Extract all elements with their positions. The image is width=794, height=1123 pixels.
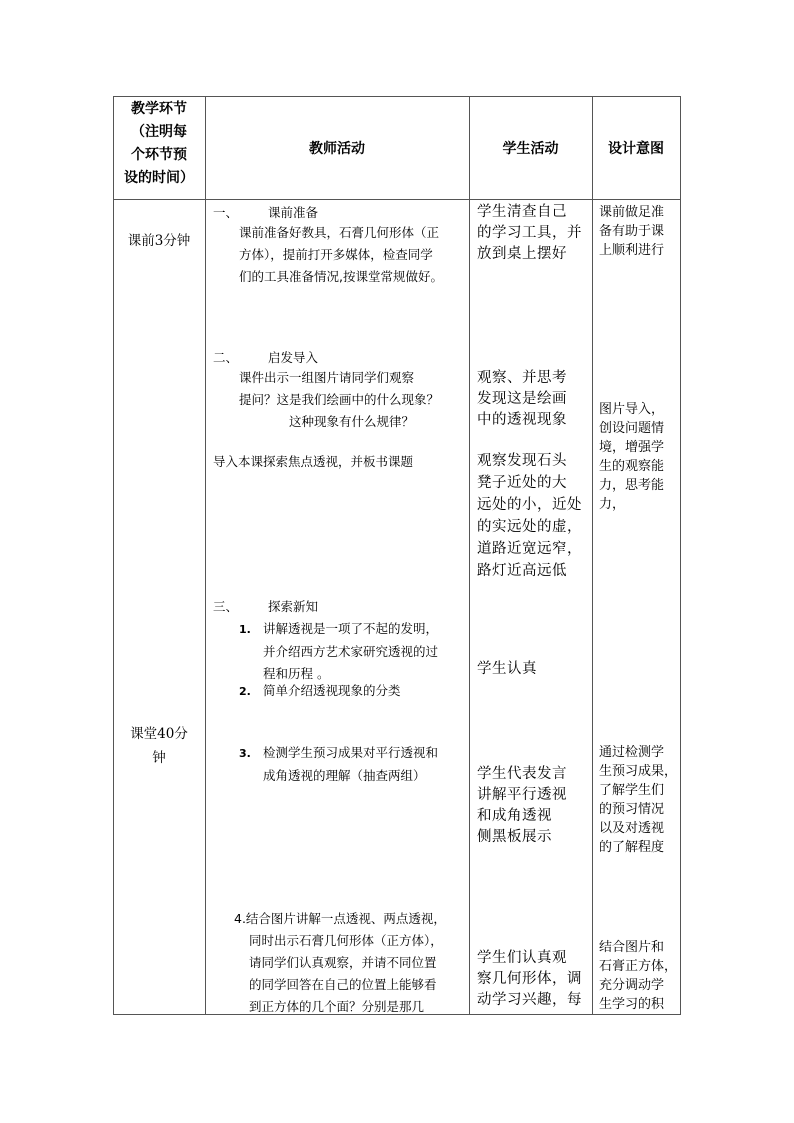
header-teacher-activity: 教师活动 xyxy=(309,141,365,157)
header-stage-text: 个环节预 xyxy=(131,147,187,163)
section-2-heading xyxy=(213,347,318,369)
student-text-line: 观察、并思考 xyxy=(477,370,567,386)
section-2-intro: 导入本课探索焦点透视，并板书课题 xyxy=(213,454,414,469)
design-intent-1 xyxy=(599,203,664,260)
student-activity-2 xyxy=(477,368,567,431)
student-text-line: 放到桌上摆好 xyxy=(477,246,567,262)
design-text-line: 结合图片和 xyxy=(599,940,665,955)
student-activity-5 xyxy=(477,764,567,848)
student-text-line: 察几何形体，调 xyxy=(477,971,582,987)
section-1-heading xyxy=(213,202,318,224)
section-marker: 三、 xyxy=(213,599,239,614)
design-intent-3 xyxy=(599,743,677,857)
design-intent-2 xyxy=(599,400,664,514)
design-text-line: 上顺利进行 xyxy=(599,243,665,258)
section-1-body xyxy=(239,222,443,288)
design-text-line: 备有助于课 xyxy=(599,224,665,239)
section-marker: 二、 xyxy=(213,350,239,365)
student-text-line: 侧黑板展示 xyxy=(477,829,552,845)
section-title: 探索新知 xyxy=(268,599,319,614)
student-text-line: 观察发现石头 xyxy=(477,453,567,469)
teacher-text-line: 课件出示一组图片请同学们观察 xyxy=(239,370,415,385)
column-divider xyxy=(205,96,206,1015)
list-item-1 xyxy=(239,618,438,685)
list-number: 3. xyxy=(239,747,251,760)
list-item-2 xyxy=(239,680,401,703)
section-marker: 一、 xyxy=(213,205,239,220)
teacher-text-line: 课前准备好教具，石膏几何形体（正 xyxy=(239,225,440,240)
header-stage-text: 教学环节 xyxy=(131,101,187,117)
design-text-line: 充分调动学 xyxy=(599,978,665,993)
teacher-text-line: 成角透视的理解（抽查两组） xyxy=(263,768,426,783)
design-text-line: 通过检测学 xyxy=(599,745,665,760)
student-text-line: 和成角透视 xyxy=(477,808,552,824)
design-text-line: 的预习情况 xyxy=(599,802,665,817)
header-stage-text: 设的时间） xyxy=(124,170,194,186)
column-divider xyxy=(469,96,470,1015)
teacher-text-line: 检测学生预习成果对平行透视和 xyxy=(263,745,439,760)
list-item-3 xyxy=(239,742,438,787)
design-text-line: 创设问题情 xyxy=(599,421,665,436)
time-in-class xyxy=(113,722,205,770)
student-text-line: 凳子近处的大 xyxy=(477,475,567,491)
teacher-text-line: 同时出示石膏几何形体（正方体）， xyxy=(249,933,443,948)
student-text-line: 学生清查自己 xyxy=(477,204,567,220)
design-text-line: 力，思考能 xyxy=(599,478,665,493)
teacher-text-line: 简单介绍透视现象的分类 xyxy=(263,683,401,698)
design-text-line: 以及对透视 xyxy=(599,821,665,836)
header-student-activity: 学生活动 xyxy=(502,141,559,157)
table-border-right xyxy=(680,96,681,1015)
teacher-text-line: 程和历程 。 xyxy=(263,666,330,681)
time-in-class-text: 课堂40分 xyxy=(130,726,188,742)
design-text-line: 的了解程度 xyxy=(599,840,665,855)
teacher-text-line: 讲解透视是一项了不起的发明， xyxy=(263,621,439,636)
student-text-line: 发现这是绘画 xyxy=(477,391,567,407)
time-pre-class: 课前3分钟 xyxy=(127,233,191,249)
teacher-text-line: 这种现象有什么规律？ xyxy=(289,414,415,429)
table-border-top xyxy=(113,96,681,97)
section-title: 课前准备 xyxy=(268,205,319,220)
design-text-line: 石膏正方体， xyxy=(599,959,678,974)
student-text-line: 远处的小，近处 xyxy=(477,497,582,513)
teacher-text-line: 并介绍西方艺术家研究透视的过 xyxy=(263,644,439,659)
student-text-line: 的实远处的虚， xyxy=(477,519,582,535)
teacher-text-line: 方体），提前打开多媒体，检查同学 xyxy=(239,247,433,262)
student-text-line: 讲解平行透视 xyxy=(477,787,567,803)
student-activity-1 xyxy=(477,202,582,265)
student-text-line: 学生代表发言 xyxy=(477,766,567,782)
lesson-plan-table xyxy=(113,96,681,1015)
student-text-line: 中的透视现象 xyxy=(477,412,567,428)
teacher-text-line: 提问？这是我们绘画中的什么现象？ xyxy=(239,392,440,407)
design-text-line: 图片导入， xyxy=(599,402,665,417)
list-number: 2. xyxy=(239,685,251,698)
list-item-4 xyxy=(234,908,446,1018)
teacher-text-line: 4.结合图片讲解一点透视、两点透视， xyxy=(234,911,446,926)
design-text-line: 生预习成果， xyxy=(599,764,678,779)
design-text-line: 力， xyxy=(599,497,626,512)
teacher-text-line: 到正方体的几个面？分别是那几 xyxy=(249,999,425,1014)
header-stage-cell xyxy=(113,98,205,190)
student-text-line: 动学习兴趣，每 xyxy=(477,992,582,1008)
student-activity-4: 学生认真 xyxy=(477,661,537,677)
list-number: 1. xyxy=(239,623,251,636)
student-activity-6 xyxy=(477,948,582,1011)
student-text-line: 路灯近高远低 xyxy=(477,563,567,579)
time-in-class-text: 钟 xyxy=(152,750,166,766)
design-text-line: 生的观察能 xyxy=(599,459,665,474)
header-stage-text: （注明每 xyxy=(131,124,187,140)
header-design-intent: 设计意图 xyxy=(608,141,664,157)
teacher-text-line: 的同学回答在自己的位置上能够看 xyxy=(249,977,437,992)
design-text-line: 生学习的积 xyxy=(599,997,665,1012)
student-text-line: 道路近宽远窄， xyxy=(477,541,582,557)
header-divider xyxy=(113,199,681,200)
student-text-line: 的学习工具，并 xyxy=(477,225,582,241)
design-intent-4 xyxy=(599,938,677,1014)
teacher-text-line: 请同学们认真观察，并请不同位置 xyxy=(249,955,437,970)
design-text-line: 境，增强学 xyxy=(599,440,665,455)
design-text-line: 了解学生们 xyxy=(599,783,665,798)
section-title: 启发导入 xyxy=(268,350,319,365)
section-3-heading xyxy=(213,596,318,618)
student-text-line: 学生们认真观 xyxy=(477,950,567,966)
teacher-text-line: 们的工具准备情况,按课堂常规做好。 xyxy=(239,269,443,284)
column-divider xyxy=(592,96,593,1015)
section-2-body xyxy=(239,367,439,433)
student-activity-3 xyxy=(477,450,582,582)
design-text-line: 课前做足准 xyxy=(599,205,665,220)
